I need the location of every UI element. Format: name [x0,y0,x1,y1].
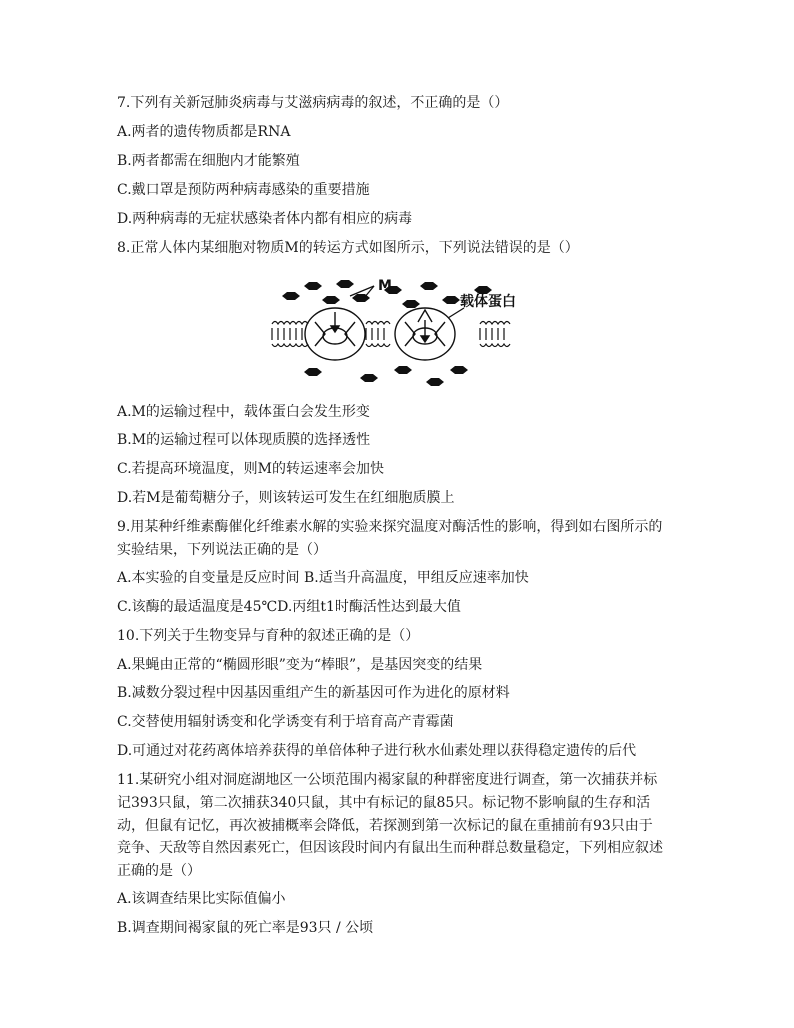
q11-option-a: A.该调查结果比实际值偏小 [117,891,286,907]
molecules-inside [304,366,468,386]
q7-option-c: C.戴口罩是预防两种病毒感染的重要措施 [117,182,370,198]
label-m: M [378,278,392,294]
carrier-protein-2 [395,308,455,360]
membrane-transport-figure [270,278,560,390]
q10-option-d: D.可通过对花药离体培养获得的单倍体种子进行秋水仙素处理以获得稳定遗传的后代 [117,743,637,759]
membrane-bilayer [272,322,510,347]
q7-option-a: A.两者的遗传物质都是RNA [117,124,291,140]
q11-stem-line5: 正确的是（） [117,863,201,879]
q10-stem: 10.下列关于生物变异与育种的叙述正确的是（） [117,628,420,644]
q8-option-c: C.若提高环境温度，则M的转运速率会加快 [117,461,384,477]
carrier-protein-1 [305,308,365,360]
q9-options-cd: C.该酶的最适温度是45℃D.丙组t1时酶活性达到最大值 [117,599,461,615]
q9-stem-line2: 实验结果，下列说法正确的是（） [117,542,327,558]
q9-stem-line1: 9.用某种纤维素酶催化纤维素水解的实验来探究温度对酶活性的影响，得到如右图所示的 [117,519,663,535]
q11-stem-line2: 记393只鼠，第二次捕获340只鼠，其中有标记的鼠85只。标记物不影响鼠的生存和活 [117,795,651,811]
q11-stem-line3: 动，但鼠有记忆，再次被捕概率会降低，若探测到第一次标记的鼠在重捕前有93只由于 [117,818,653,834]
q7-stem: 7.下列有关新冠肺炎病毒与艾滋病病毒的叙述，不正确的是（） [117,95,509,111]
q9-options-ab: A.本实验的自变量是反应时间 B.适当升高温度，甲组反应速率加快 [117,570,529,586]
q7-option-d: D.两种病毒的无症状感染者体内都有相应的病毒 [117,211,413,227]
label-carrier-protein: 载体蛋白 [460,294,516,310]
q10-option-a: A.果蝇由正常的“椭圆形眼”变为“棒眼”，是基因突变的结果 [117,657,483,673]
q11-stem-line1: 11.某研究小组对洞庭湖地区一公顷范围内褐家鼠的种群密度进行调查，第一次捕获并标 [117,772,658,788]
q8-option-d: D.若M是葡萄糖分子，则该转运可发生在红细胞质膜上 [117,490,455,506]
q11-option-b: B.调查期间褐家鼠的死亡率是93只 / 公顷 [117,920,374,936]
q8-stem: 8.正常人体内某细胞对物质M的转运方式如图所示，下列说法错误的是（） [117,240,579,256]
q10-option-c: C.交替使用辐射诱变和化学诱变有利于培育高产青霉菌 [117,714,454,730]
q10-option-b: B.减数分裂过程中因基因重组产生的新基因可作为进化的原材料 [117,685,510,701]
q8-option-b: B.M的运输过程可以体现质膜的选择透性 [117,432,371,448]
q7-option-b: B.两者都需在细胞内才能繁殖 [117,153,300,169]
q8-option-a: A.M的运输过程中，载体蛋白会发生形变 [117,404,370,420]
q11-stem-line4: 竞争、天敌等自然因素死亡，但因该段时间内有鼠出生而种群总数量稳定，下列相应叙述 [117,840,663,856]
